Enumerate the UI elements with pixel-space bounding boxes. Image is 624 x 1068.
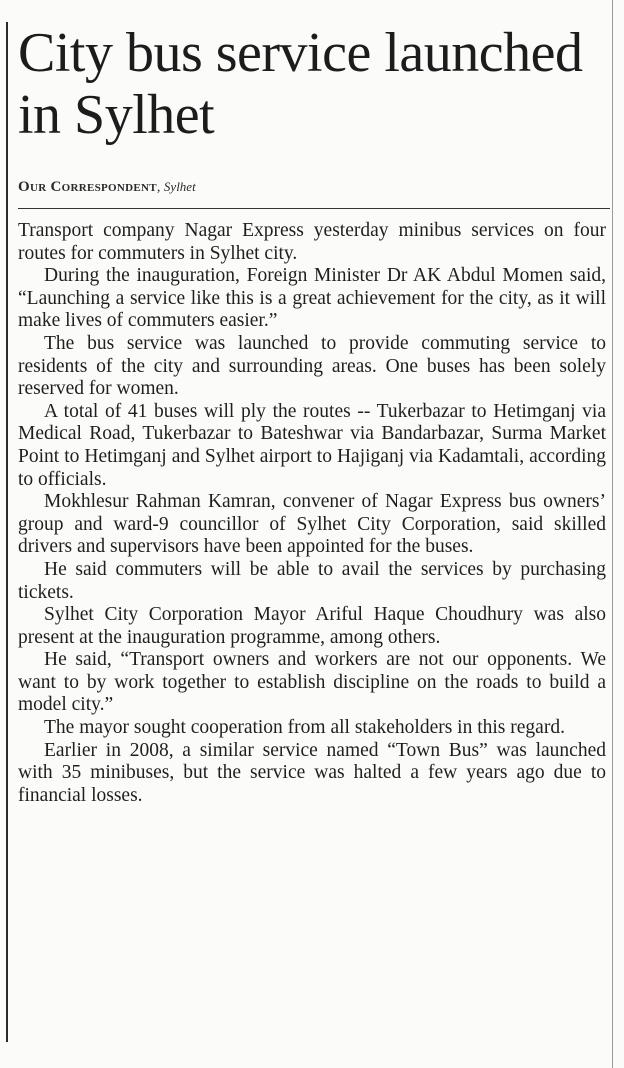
paragraph-8: He said, “Transport owners and workers are not our opponents. We want to by work together to establish discipline on the roads to build a model city.” (18, 649, 606, 716)
paragraph-1: Transport company Nagar Express yesterday minibus services on four routes for commuters in Sylhet city. (18, 220, 606, 264)
byline-divider (18, 208, 610, 209)
paragraph-4: A total of 41 buses will ply the routes -- Tukerbazar to Hetimganj via Medical Road, Tukerbazar to Bateshwar via Bandarbazar, Surma Market Point to Hetimganj and Sylhet airport to Hajiganj via Kadamtali, according to officials. (18, 400, 606, 490)
paragraph-5: Mokhlesur Rahman Kamran, convener of Nagar Express bus owners’ group and ward-9 councillor of Sylhet City Corporation, said skilled drivers and supervisors have been appointed for the buses. (18, 491, 606, 558)
paragraph-9: The mayor sought cooperation from all stakeholders in this regard. (44, 717, 565, 739)
byline-location: Sylhet (163, 179, 196, 194)
article-body (18, 220, 606, 807)
paragraph-2: During the inauguration, Foreign Minister Dr AK Abdul Momen said, “Launching a service like this is a great achievement for the city, as it will make lives of commuters easier.” (18, 265, 606, 332)
byline (18, 178, 608, 197)
paragraph-7: Sylhet City Corporation Mayor Ariful Haque Choudhury was also present at the inauguration programme, among others. (18, 604, 606, 648)
paragraph-6: He said commuters will be able to avail the services by purchasing tickets. (18, 558, 606, 603)
paragraph-3: The bus service was launched to provide commuting service to residents of the city and surrounding areas. One buses has been solely reserved for women. (18, 332, 606, 400)
byline-author: Our Correspondent (18, 179, 157, 195)
column-right-rule (612, 0, 613, 1068)
paragraph-10: Earlier in 2008, a similar service named “Town Bus” was launched with 35 minibuses, but the service was halted a few years ago due to financial losses. (18, 739, 606, 806)
byline-separator: , (156, 180, 161, 195)
headline: City bus service launched in Sylhet (18, 22, 583, 146)
column-left-rule (6, 22, 8, 1042)
